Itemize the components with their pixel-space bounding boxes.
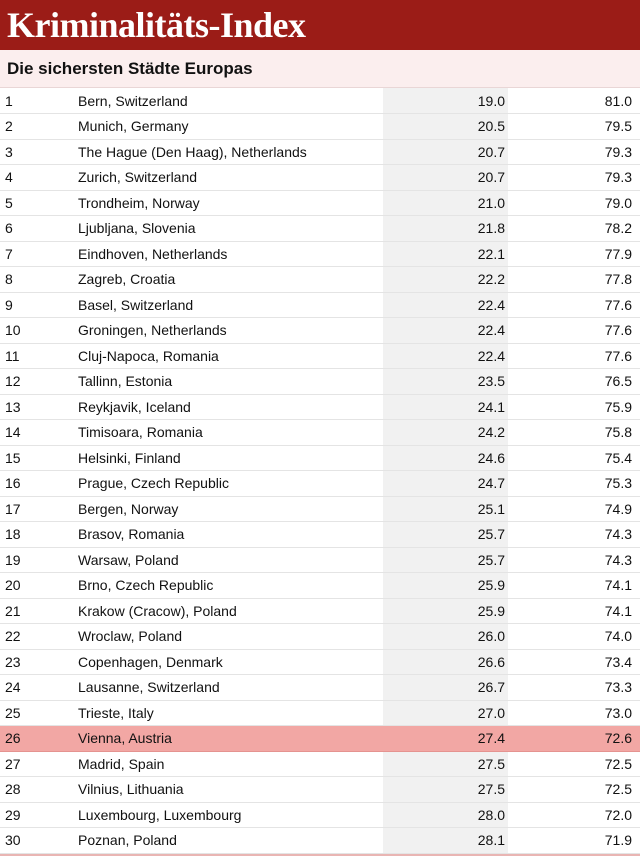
rank-cell: 5 [0, 190, 72, 216]
crime-index-cell: 25.1 [383, 496, 508, 522]
city-cell: Zurich, Switzerland [72, 165, 383, 191]
ranking-table [0, 88, 640, 854]
crime-index-cell: 25.9 [383, 598, 508, 624]
rank-cell: 25 [0, 700, 72, 726]
city-cell: Wroclaw, Poland [72, 624, 383, 650]
table-row [0, 496, 640, 522]
table-row [0, 190, 640, 216]
safety-index-cell: 75.9 [508, 394, 640, 420]
crime-index-cell: 27.4 [383, 726, 508, 752]
bottom-rule [0, 854, 640, 856]
table-row [0, 241, 640, 267]
table-row [0, 165, 640, 191]
city-cell: Reykjavik, Iceland [72, 394, 383, 420]
safety-index-cell: 74.3 [508, 522, 640, 548]
rank-cell: 10 [0, 318, 72, 344]
table-row [0, 267, 640, 293]
rank-cell: 21 [0, 598, 72, 624]
crime-index-cell: 24.7 [383, 471, 508, 497]
city-cell: Eindhoven, Netherlands [72, 241, 383, 267]
city-cell: Trieste, Italy [72, 700, 383, 726]
safety-index-cell: 74.1 [508, 598, 640, 624]
crime-index-cell: 22.4 [383, 292, 508, 318]
crime-index-cell: 27.5 [383, 777, 508, 803]
safety-index-cell: 76.5 [508, 369, 640, 395]
city-cell: Tallinn, Estonia [72, 369, 383, 395]
city-cell: Bergen, Norway [72, 496, 383, 522]
rank-cell: 20 [0, 573, 72, 599]
city-cell: Prague, Czech Republic [72, 471, 383, 497]
rank-cell: 7 [0, 241, 72, 267]
city-cell: Madrid, Spain [72, 751, 383, 777]
safety-index-cell: 74.3 [508, 547, 640, 573]
crime-index-cell: 26.6 [383, 649, 508, 675]
city-cell: Luxembourg, Luxembourg [72, 802, 383, 828]
city-cell: Brasov, Romania [72, 522, 383, 548]
crime-index-cell: 20.7 [383, 165, 508, 191]
table-row [0, 598, 640, 624]
crime-index-cell: 22.2 [383, 267, 508, 293]
rank-cell: 14 [0, 420, 72, 446]
safety-index-cell: 79.5 [508, 114, 640, 140]
safety-index-cell: 77.9 [508, 241, 640, 267]
rank-cell: 24 [0, 675, 72, 701]
city-cell: Groningen, Netherlands [72, 318, 383, 344]
crime-index-cell: 25.7 [383, 522, 508, 548]
city-cell: Copenhagen, Denmark [72, 649, 383, 675]
rank-cell: 22 [0, 624, 72, 650]
safety-index-cell: 71.9 [508, 828, 640, 854]
city-cell: Bern, Switzerland [72, 88, 383, 114]
safety-index-cell: 79.3 [508, 165, 640, 191]
safety-index-cell: 72.5 [508, 777, 640, 803]
table-row [0, 88, 640, 114]
rank-cell: 30 [0, 828, 72, 854]
crime-index-cell: 20.5 [383, 114, 508, 140]
rank-cell: 13 [0, 394, 72, 420]
page-title: Kriminalitäts-Index [7, 5, 306, 45]
table-row [0, 828, 640, 854]
crime-index-cell: 27.0 [383, 700, 508, 726]
rank-cell: 18 [0, 522, 72, 548]
table-row [0, 802, 640, 828]
table-row [0, 649, 640, 675]
city-cell: Trondheim, Norway [72, 190, 383, 216]
rank-cell: 8 [0, 267, 72, 293]
city-cell: The Hague (Den Haag), Netherlands [72, 139, 383, 165]
table-row [0, 318, 640, 344]
table-row [0, 522, 640, 548]
table-row [0, 547, 640, 573]
city-cell: Warsaw, Poland [72, 547, 383, 573]
safety-index-cell: 73.4 [508, 649, 640, 675]
rank-cell: 26 [0, 726, 72, 752]
crime-index-cell: 26.0 [383, 624, 508, 650]
safety-index-cell: 77.6 [508, 292, 640, 318]
crime-index-cell: 25.7 [383, 547, 508, 573]
table-row [0, 700, 640, 726]
table-row [0, 420, 640, 446]
city-cell: Basel, Switzerland [72, 292, 383, 318]
page-subtitle: Die sichersten Städte Europas [0, 50, 640, 88]
crime-index-cell: 25.9 [383, 573, 508, 599]
safety-index-cell: 81.0 [508, 88, 640, 114]
rank-cell: 23 [0, 649, 72, 675]
table-row [0, 394, 640, 420]
safety-index-cell: 78.2 [508, 216, 640, 242]
crime-index-cell: 26.7 [383, 675, 508, 701]
rank-cell: 9 [0, 292, 72, 318]
rank-cell: 3 [0, 139, 72, 165]
safety-index-cell: 74.1 [508, 573, 640, 599]
safety-index-cell: 79.0 [508, 190, 640, 216]
table-row [0, 216, 640, 242]
table-row [0, 139, 640, 165]
city-cell: Lausanne, Switzerland [72, 675, 383, 701]
safety-index-cell: 77.6 [508, 343, 640, 369]
city-cell: Krakow (Cracow), Poland [72, 598, 383, 624]
safety-index-cell: 73.0 [508, 700, 640, 726]
crime-index-cell: 21.8 [383, 216, 508, 242]
crime-index-cell: 27.5 [383, 751, 508, 777]
crime-index-cell: 21.0 [383, 190, 508, 216]
table-row [0, 369, 640, 395]
rank-cell: 27 [0, 751, 72, 777]
rank-cell: 2 [0, 114, 72, 140]
crime-index-cell: 28.0 [383, 802, 508, 828]
table-row [0, 726, 640, 752]
city-cell: Cluj-Napoca, Romania [72, 343, 383, 369]
safety-index-cell: 75.8 [508, 420, 640, 446]
crime-index-cell: 23.5 [383, 369, 508, 395]
table-row [0, 777, 640, 803]
city-cell: Vienna, Austria [72, 726, 383, 752]
crime-index-cell: 20.7 [383, 139, 508, 165]
safety-index-cell: 79.3 [508, 139, 640, 165]
city-cell: Ljubljana, Slovenia [72, 216, 383, 242]
city-cell: Helsinki, Finland [72, 445, 383, 471]
rank-cell: 6 [0, 216, 72, 242]
crime-index-cell: 24.2 [383, 420, 508, 446]
safety-index-cell: 77.8 [508, 267, 640, 293]
safety-index-cell: 72.5 [508, 751, 640, 777]
rank-cell: 12 [0, 369, 72, 395]
rank-cell: 4 [0, 165, 72, 191]
city-cell: Timisoara, Romania [72, 420, 383, 446]
rank-cell: 16 [0, 471, 72, 497]
table-row [0, 445, 640, 471]
rank-cell: 29 [0, 802, 72, 828]
safety-index-cell: 75.4 [508, 445, 640, 471]
crime-index-cell: 19.0 [383, 88, 508, 114]
safety-index-cell: 72.0 [508, 802, 640, 828]
table-row [0, 573, 640, 599]
ranking-table-body [0, 88, 640, 853]
rank-cell: 17 [0, 496, 72, 522]
safety-index-cell: 77.6 [508, 318, 640, 344]
rank-cell: 11 [0, 343, 72, 369]
city-cell: Munich, Germany [72, 114, 383, 140]
table-row [0, 675, 640, 701]
city-cell: Brno, Czech Republic [72, 573, 383, 599]
rank-cell: 19 [0, 547, 72, 573]
table-row [0, 751, 640, 777]
crime-index-cell: 24.6 [383, 445, 508, 471]
safety-index-cell: 73.3 [508, 675, 640, 701]
rank-cell: 28 [0, 777, 72, 803]
safety-index-cell: 72.6 [508, 726, 640, 752]
crime-index-cell: 22.4 [383, 318, 508, 344]
city-cell: Vilnius, Lithuania [72, 777, 383, 803]
table-row [0, 114, 640, 140]
table-row [0, 624, 640, 650]
safety-index-cell: 75.3 [508, 471, 640, 497]
crime-index-cell: 28.1 [383, 828, 508, 854]
rank-cell: 1 [0, 88, 72, 114]
crime-index-cell: 22.4 [383, 343, 508, 369]
header-bar [0, 0, 640, 50]
city-cell: Zagreb, Croatia [72, 267, 383, 293]
crime-index-cell: 24.1 [383, 394, 508, 420]
city-cell: Poznan, Poland [72, 828, 383, 854]
safety-index-cell: 74.9 [508, 496, 640, 522]
rank-cell: 15 [0, 445, 72, 471]
table-row [0, 343, 640, 369]
crime-index-cell: 22.1 [383, 241, 508, 267]
table-row [0, 292, 640, 318]
safety-index-cell: 74.0 [508, 624, 640, 650]
table-row [0, 471, 640, 497]
